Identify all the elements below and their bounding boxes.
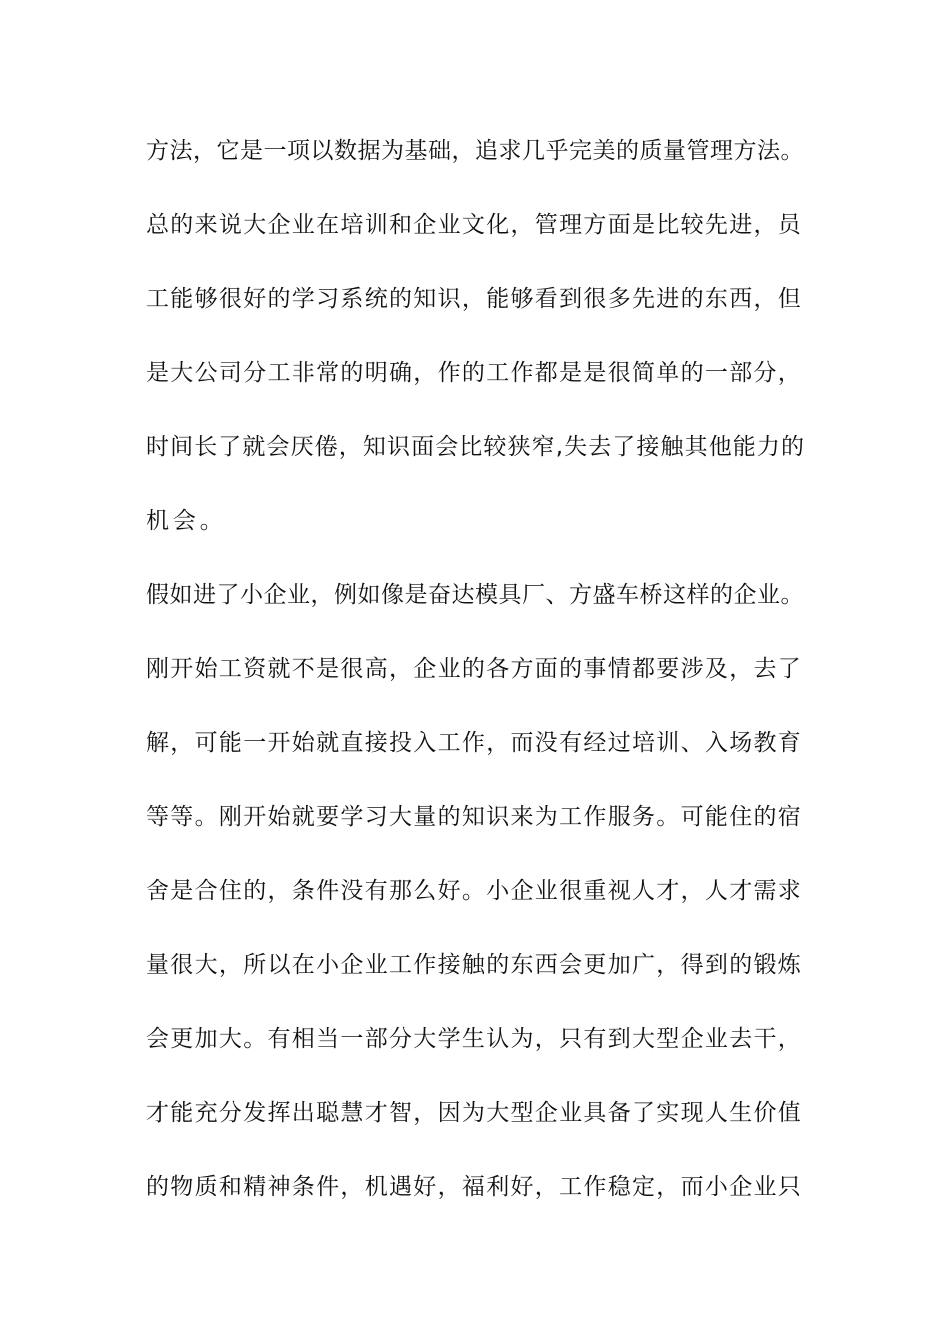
text-line: 方法，它是一项以数据为基础，追求几乎完美的质量管理方法。 <box>146 138 804 164</box>
text-line: 才能充分发挥出聪慧才智，因为大型企业具备了实现人生价值 <box>146 1100 803 1126</box>
text-line: 量很大，所以在小企业工作接触的东西会更加广，得到的锻炼 <box>146 952 803 978</box>
text-line: 等等。刚开始就要学习大量的知识来为工作服务。可能住的宿 <box>146 804 803 830</box>
text-line: 解，可能一开始就直接投入工作，而没有经过培训、入场教育 <box>146 730 803 756</box>
text-line: 假如进了小企业，例如像是奋达模具厂、方盛车桥这样的企业。 <box>146 582 804 608</box>
text-line: 工能够很好的学习系统的知识，能够看到很多先进的东西，但 <box>146 286 803 312</box>
text-line: 会更加大。有相当一部分大学生认为，只有到大型企业去干， <box>146 1026 803 1052</box>
text-line: 刚开始工资就不是很高，企业的各方面的事情都要涉及，去了 <box>146 656 803 682</box>
text-line: 是大公司分工非常的明确，作的工作都是是很简单的一部分， <box>146 360 803 386</box>
text-line: 时间长了就会厌倦，知识面会比较狭窄,失去了接触其他能力的 <box>146 434 806 460</box>
text-line: 舍是合住的，条件没有那么好。小企业很重视人才，人才需求 <box>146 878 803 904</box>
text-line: 的物质和精神条件，机遇好，福利好，工作稳定，而小企业只 <box>146 1174 803 1200</box>
text-line: 总的来说大企业在培训和企业文化，管理方面是比较先进，员 <box>146 212 803 238</box>
text-line: 机会。 <box>146 508 227 534</box>
